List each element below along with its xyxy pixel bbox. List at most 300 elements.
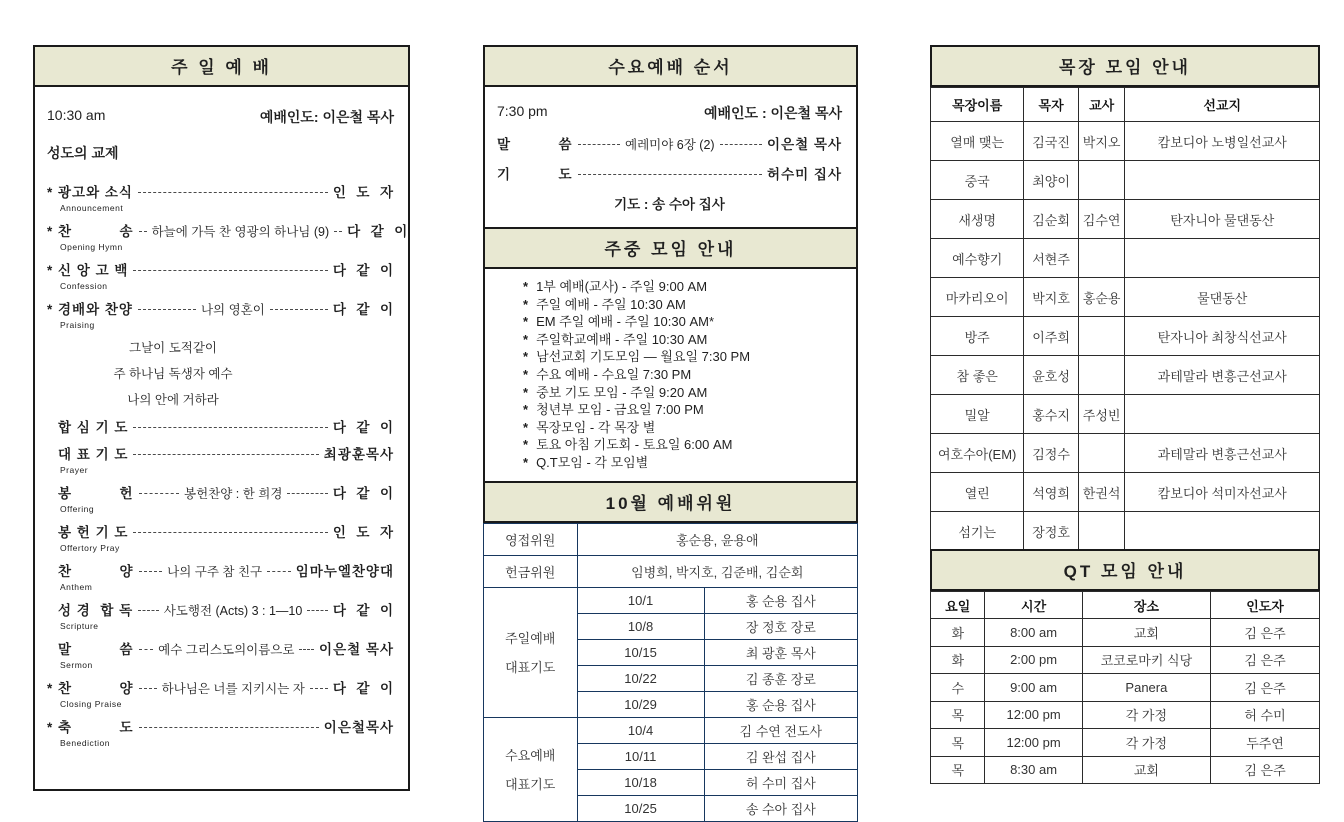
mokjang-cell [1078, 161, 1125, 200]
qt-header-cell: 시간 [985, 592, 1082, 619]
qt-cell: 교회 [1082, 619, 1210, 647]
committee-name-cell: 홍 순용 집사 [704, 691, 857, 717]
order-star-mark: * [47, 720, 53, 735]
mokjang-cell: 밀알 [931, 395, 1024, 434]
table-row [484, 555, 858, 587]
qt-cell: 김 은주 [1211, 674, 1320, 702]
qt-cell: 수 [931, 674, 985, 702]
order-responder: 인 도 자 [332, 525, 394, 540]
order-row [47, 259, 394, 279]
dash-leader [310, 688, 328, 689]
order-responder: 다 같 이 [332, 302, 394, 317]
middle-column [483, 45, 858, 822]
order-extra-line: 나의 안에 거하라 [127, 393, 219, 407]
qt-cell: 김 은주 [1211, 756, 1320, 784]
mokjang-cell: 장정호 [1024, 512, 1078, 551]
order-label: 대 표 기 도 [58, 447, 129, 462]
order-english-label: Opening Hymn [60, 242, 123, 252]
mokjang-cell [1078, 512, 1125, 551]
order-center-text: 나의 영혼이 [200, 303, 265, 317]
committee-date-cell: 10/29 [577, 691, 704, 717]
order-item [47, 298, 394, 408]
dash-leader [133, 427, 327, 428]
table-row [931, 239, 1320, 278]
qt-header-cell: 요일 [931, 592, 985, 619]
order-label: 신 앙 고 백 [58, 263, 129, 278]
dash-leader [138, 610, 159, 611]
order-english-label: Offertory Pray [60, 543, 120, 553]
order-row [47, 482, 394, 502]
group-label-line2: 대표기도 [505, 777, 556, 793]
weekly-meeting-item [523, 331, 846, 349]
order-star-mark: * [47, 224, 53, 239]
bullet-star: * [523, 331, 529, 347]
qt-body [930, 591, 1320, 784]
order-row [47, 298, 394, 318]
order-label: 기 도 [497, 167, 573, 182]
qt-cell: 목 [931, 701, 985, 729]
qt-cell: 코코로마키 식당 [1082, 646, 1210, 674]
qt-cell: 12:00 pm [985, 701, 1082, 729]
weekly-meetings-body [483, 269, 858, 483]
dash-leader [139, 231, 147, 232]
qt-cell: 두주연 [1211, 729, 1320, 757]
dash-leader [578, 144, 620, 145]
order-responder: 이은철 목사 [319, 642, 394, 657]
weekly-meeting-item [523, 278, 846, 296]
order-responder: 다 같 이 [347, 224, 409, 239]
order-extra-line: 주 하나님 독생자 예수 [113, 367, 233, 381]
mokjang-cell: 서현주 [1024, 239, 1078, 278]
committee-name-cell: 홍 순용 집사 [704, 587, 857, 613]
qt-cell: 김 은주 [1211, 646, 1320, 674]
mokjang-cell: 한권석 [1078, 473, 1125, 512]
order-row [497, 163, 842, 183]
committee-role-cell: 영접위원 [484, 523, 578, 555]
table-row [484, 717, 858, 743]
committee-name-cell: 김 수연 전도사 [704, 717, 857, 743]
bullet-star: * [523, 366, 529, 382]
order-item [47, 560, 394, 592]
weekly-meeting-text: 1부 예배(교사) - 주일 9:00 AM [536, 279, 708, 294]
weekly-meeting-text: 청년부 모임 - 금요일 7:00 PM [536, 402, 704, 418]
order-label: 봉 헌 기 도 [58, 525, 129, 540]
dash-leader [133, 454, 318, 455]
order-label: 찬 양 [58, 564, 134, 579]
dash-leader [334, 231, 342, 232]
order-english-label: Confession [60, 281, 108, 291]
mokjang-cell: 석영희 [1024, 473, 1078, 512]
weekly-meeting-item [523, 348, 846, 366]
committee-date-cell: 10/4 [577, 717, 704, 743]
mokjang-cell: 방주 [931, 317, 1024, 356]
mokjang-cell [1125, 239, 1320, 278]
weekly-meeting-text: 목장모임 - 각 목장 별 [536, 419, 656, 435]
order-responder: 이은철목사 [323, 720, 394, 735]
qt-cell: 각 가정 [1082, 729, 1210, 757]
order-row [47, 716, 394, 736]
october-committee-body [483, 523, 858, 822]
order-responder: 다 같 이 [332, 603, 395, 618]
order-label: 성 경 합 독 [58, 603, 134, 618]
table-row [931, 317, 1320, 356]
committee-name-cell: 김 완섭 집사 [704, 743, 857, 769]
order-row [497, 133, 842, 153]
table-row [931, 161, 1320, 200]
mokjang-cell: 물댄동산 [1125, 278, 1320, 317]
bullet-star: * [523, 279, 529, 294]
mokjang-cell [1078, 317, 1125, 356]
order-label: 찬 송 [58, 224, 134, 239]
mokjang-cell: 탄자니아 물댄동산 [1125, 200, 1320, 239]
order-center-text: 예레미야 6장 (2) [625, 138, 715, 152]
dash-leader [138, 309, 196, 310]
order-item [47, 443, 394, 475]
order-responder: 인 도 자 [332, 185, 394, 200]
mokjang-cell [1125, 395, 1320, 434]
order-row [47, 560, 394, 580]
dash-leader [139, 493, 179, 494]
dash-leader [299, 649, 314, 650]
committee-names-cell: 임병희, 박지호, 김준배, 김순회 [577, 555, 858, 587]
sunday-leader: 예배인도: 이은철 목사 [259, 109, 394, 125]
order-center-text: 봉헌찬양 : 한 희경 [184, 487, 283, 501]
qt-cell: 8:00 am [985, 619, 1082, 647]
order-label: 축 도 [58, 720, 134, 735]
order-extra-line: 그날이 도적같이 [129, 341, 217, 355]
table-row [931, 729, 1320, 757]
weekly-meetings-title: 주중 모임 안내 [483, 227, 858, 269]
order-row [47, 638, 394, 658]
order-row [47, 443, 394, 463]
order-item [47, 259, 394, 291]
wednesday-time: 7:30 pm [497, 103, 548, 119]
dash-leader [133, 532, 327, 533]
mokjang-cell: 박지오 [1078, 122, 1125, 161]
committee-date-cell: 10/18 [577, 769, 704, 795]
committee-role-cell: 헌금위원 [484, 555, 578, 587]
committee-date-cell: 10/25 [577, 795, 704, 821]
dash-leader [270, 309, 328, 310]
october-committee-title: 10월 예배위원 [483, 481, 858, 523]
mokjang-header-cell: 목장이름 [931, 88, 1024, 122]
order-responder: 임마누엘찬양대 [295, 564, 394, 579]
table-row [931, 701, 1320, 729]
sunday-service-title: 주 일 예 배 [33, 45, 410, 87]
dash-leader [287, 493, 327, 494]
mokjang-cell: 새생명 [931, 200, 1024, 239]
qt-header-cell: 장소 [1082, 592, 1210, 619]
table-row [931, 434, 1320, 473]
committee-date-cell: 10/22 [577, 665, 704, 691]
committee-date-cell: 10/11 [577, 743, 704, 769]
bullet-star: * [523, 437, 529, 453]
bullet-star: * [523, 454, 529, 470]
weekly-meeting-item [523, 296, 846, 314]
order-label: 경배와 찬양 [58, 302, 133, 317]
order-item [47, 716, 394, 748]
mokjang-cell: 열린 [931, 473, 1024, 512]
order-star-mark: * [47, 302, 53, 317]
order-label: 말 씀 [58, 642, 134, 657]
order-english-label: Closing Praise [60, 699, 122, 709]
weekly-meeting-item [523, 401, 846, 419]
sunday-order-list [47, 181, 409, 748]
qt-cell: 김 은주 [1211, 619, 1320, 647]
order-item [47, 181, 394, 213]
sunday-time: 10:30 am [47, 107, 106, 123]
order-english-label: Anthem [60, 582, 93, 592]
mokjang-cell [1078, 434, 1125, 473]
order-row [47, 181, 394, 201]
order-item [47, 416, 394, 436]
mokjang-body [930, 87, 1320, 551]
mokjang-cell: 여호수아(EM) [931, 434, 1024, 473]
order-label: 광고와 소식 [58, 185, 133, 200]
mokjang-cell: 윤호성 [1024, 356, 1078, 395]
order-responder: 최광훈목사 [323, 447, 394, 462]
mokjang-cell: 열매 맺는 [931, 122, 1024, 161]
bullet-star: * [523, 314, 529, 330]
mokjang-section [930, 45, 1320, 551]
committee-group-label [484, 587, 578, 717]
weekly-meeting-text: 주일학교예배 - 주일 10:30 AM [536, 331, 708, 347]
weekly-meeting-item [523, 419, 846, 437]
wednesday-service-title: 수요예배 순서 [483, 45, 858, 87]
weekly-meeting-item [523, 313, 846, 331]
order-item [47, 599, 394, 631]
committee-name-cell: 허 수미 집사 [704, 769, 857, 795]
order-center-text: 하나님은 너를 지키시는 자 [161, 682, 305, 696]
mokjang-cell: 김정수 [1024, 434, 1078, 473]
order-row [47, 416, 394, 436]
dash-leader [720, 144, 762, 145]
qt-header-cell: 인도자 [1211, 592, 1320, 619]
committee-name-cell: 김 종훈 장로 [704, 665, 857, 691]
mokjang-cell: 캄보디아 노병일선교사 [1125, 122, 1320, 161]
order-star-mark: * [47, 185, 53, 200]
mokjang-cell: 이주희 [1024, 317, 1078, 356]
qt-cell: 화 [931, 619, 985, 647]
mokjang-cell [1125, 161, 1320, 200]
mokjang-cell [1125, 512, 1320, 551]
order-item [47, 482, 394, 514]
mokjang-cell [1078, 356, 1125, 395]
order-row [47, 599, 394, 619]
order-star-mark: * [47, 263, 53, 278]
table-row [931, 356, 1320, 395]
weekly-meeting-text: Q.T모임 - 각 모임별 [536, 454, 649, 470]
order-row [47, 677, 394, 697]
mokjang-cell: 과테말라 변흥근선교사 [1125, 356, 1320, 395]
mokjang-cell: 주성빈 [1078, 395, 1125, 434]
sunday-service-section [33, 45, 410, 791]
qt-cell: 목 [931, 729, 985, 757]
mokjang-cell: 과테말라 변흥근선교사 [1125, 434, 1320, 473]
mokjang-cell: 중국 [931, 161, 1024, 200]
weekly-meeting-item [523, 366, 846, 384]
order-row [47, 521, 394, 541]
order-responder: 허수미 집사 [767, 167, 842, 182]
bullet-star: * [523, 419, 529, 435]
qt-cell: 각 가정 [1082, 701, 1210, 729]
wednesday-order-list [497, 133, 842, 183]
mokjang-cell: 마카리오이 [931, 278, 1024, 317]
weekly-meeting-item [523, 436, 846, 454]
committee-date-cell: 10/1 [577, 587, 704, 613]
order-label: 봉 헌 [58, 486, 134, 501]
order-label: 말 씀 [497, 137, 573, 152]
order-responder: 다 같 이 [332, 263, 394, 278]
bullet-star: * [523, 384, 529, 400]
mokjang-cell: 박지호 [1024, 278, 1078, 317]
mokjang-cell: 캄보디아 석미자선교사 [1125, 473, 1320, 512]
dash-leader [139, 571, 163, 572]
october-committee-section [483, 481, 858, 822]
table-row [484, 587, 858, 613]
qt-table [930, 591, 1320, 784]
mokjang-cell: 홍수지 [1024, 395, 1078, 434]
right-column [930, 45, 1320, 784]
wednesday-leader: 예배인도 : 이은철 목사 [703, 105, 842, 121]
weekly-meeting-text: 남선교회 기도모임 — 월요일 7:30 PM [536, 349, 751, 365]
order-center-text: 나의 구주 참 친구 [167, 565, 263, 579]
table-row [484, 523, 858, 555]
order-label: 찬 양 [58, 681, 134, 696]
mokjang-cell: 참 좋은 [931, 356, 1024, 395]
qt-cell: 허 수미 [1211, 701, 1320, 729]
sunday-service-panel [33, 45, 410, 791]
order-english-label: Prayer [60, 465, 89, 475]
order-label: 합 심 기 도 [58, 420, 129, 435]
bullet-star: * [523, 296, 529, 312]
table-row [931, 200, 1320, 239]
weekly-meetings-section [483, 227, 858, 483]
table-row [931, 473, 1320, 512]
table-row [931, 674, 1320, 702]
mokjang-header-cell: 교사 [1078, 88, 1125, 122]
committee-date-cell: 10/8 [577, 613, 704, 639]
sunday-service-body [33, 87, 410, 791]
qt-cell: 12:00 pm [985, 729, 1082, 757]
wednesday-service-section [483, 45, 858, 229]
qt-section [930, 549, 1320, 784]
order-center-text: 사도행전 (Acts) 3 : 1—10 [163, 604, 303, 618]
table-row [931, 395, 1320, 434]
mokjang-title: 목장 모임 안내 [930, 45, 1320, 87]
committee-group-label [484, 717, 578, 821]
table-row [931, 646, 1320, 674]
order-item [47, 638, 394, 670]
mokjang-header-cell: 목자 [1024, 88, 1078, 122]
wednesday-prayer-footer: 기도 : 송 수아 집사 [614, 197, 725, 212]
dash-leader [139, 688, 157, 689]
mokjang-cell: 홍순용 [1078, 278, 1125, 317]
weekly-meeting-item [523, 454, 846, 472]
order-star-mark: * [47, 681, 53, 696]
dash-leader [267, 571, 291, 572]
order-english-label: Scripture [60, 621, 99, 631]
dash-leader [133, 270, 327, 271]
weekly-meeting-text: 중보 기도 모임 - 주일 9:20 AM [536, 384, 708, 400]
weekly-meeting-text: 토요 아침 기도회 - 토요일 6:00 AM [536, 437, 733, 453]
group-label-line2: 대표기도 [505, 660, 556, 676]
order-english-label: Sermon [60, 660, 93, 670]
order-english-label: Announcement [60, 203, 124, 213]
order-responder: 이은철 목사 [767, 137, 842, 152]
order-responder: 다 같 이 [332, 486, 394, 501]
dash-leader [138, 192, 328, 193]
order-responder: 다 같 이 [332, 681, 395, 696]
order-center-text: 예수 그리스도의이름으로 [158, 643, 295, 657]
qt-cell: 화 [931, 646, 985, 674]
table-row [931, 619, 1320, 647]
wednesday-time-row [497, 103, 842, 123]
bullet-star: * [523, 402, 529, 418]
table-row [931, 122, 1320, 161]
committee-name-cell: 장 정호 장로 [704, 613, 857, 639]
dash-leader [578, 174, 762, 175]
weekly-meeting-text: EM 주일 예배 - 주일 10:30 AM* [536, 314, 715, 330]
bullet-star: * [523, 349, 529, 365]
order-item [47, 521, 394, 553]
mokjang-cell: 김순회 [1024, 200, 1078, 239]
qt-cell: 2:00 pm [985, 646, 1082, 674]
order-responder: 다 같 이 [332, 420, 394, 435]
qt-cell: 목 [931, 756, 985, 784]
table-row [931, 512, 1320, 551]
order-english-label: Offering [60, 504, 95, 514]
qt-cell: 9:00 am [985, 674, 1082, 702]
order-item [47, 677, 394, 709]
committee-names-cell: 홍순용, 윤용애 [577, 523, 858, 555]
mokjang-cell: 최양이 [1024, 161, 1078, 200]
mokjang-table [930, 87, 1320, 551]
order-english-label: Praising [60, 320, 95, 330]
dash-leader [307, 610, 328, 611]
dash-leader [139, 649, 154, 650]
committee-date-cell: 10/15 [577, 639, 704, 665]
sunday-time-row [47, 107, 394, 127]
mokjang-cell [1078, 239, 1125, 278]
table-row [931, 278, 1320, 317]
qt-cell: 교회 [1082, 756, 1210, 784]
order-english-label: Benediction [60, 738, 110, 748]
qt-cell: 8:30 am [985, 756, 1082, 784]
qt-cell: Panera [1082, 674, 1210, 702]
october-committee-table [483, 523, 858, 822]
mokjang-header-cell: 선교지 [1125, 88, 1320, 122]
weekly-meeting-item [523, 384, 846, 402]
committee-name-cell: 송 수아 집사 [704, 795, 857, 821]
mokjang-cell: 섬기는 [931, 512, 1024, 551]
order-center-text: 하늘에 가득 찬 영광의 하나님 (9) [151, 225, 330, 239]
qt-title: QT 모임 안내 [930, 549, 1320, 591]
mokjang-cell: 탄자니아 최창식선교사 [1125, 317, 1320, 356]
dash-leader [139, 727, 319, 728]
group-label-line1: 수요예배 [505, 748, 556, 764]
weekly-meeting-text: 수요 예배 - 수요일 7:30 PM [536, 366, 692, 382]
committee-name-cell: 최 광훈 목사 [704, 639, 857, 665]
group-label-line1: 주일예배 [505, 631, 556, 647]
mokjang-cell: 예수향기 [931, 239, 1024, 278]
order-row [47, 220, 409, 240]
wednesday-service-body [483, 87, 858, 229]
order-item [47, 220, 409, 252]
table-row [931, 756, 1320, 784]
sunday-fellowship: 성도의 교제 [47, 145, 119, 161]
mokjang-cell: 김수연 [1078, 200, 1125, 239]
